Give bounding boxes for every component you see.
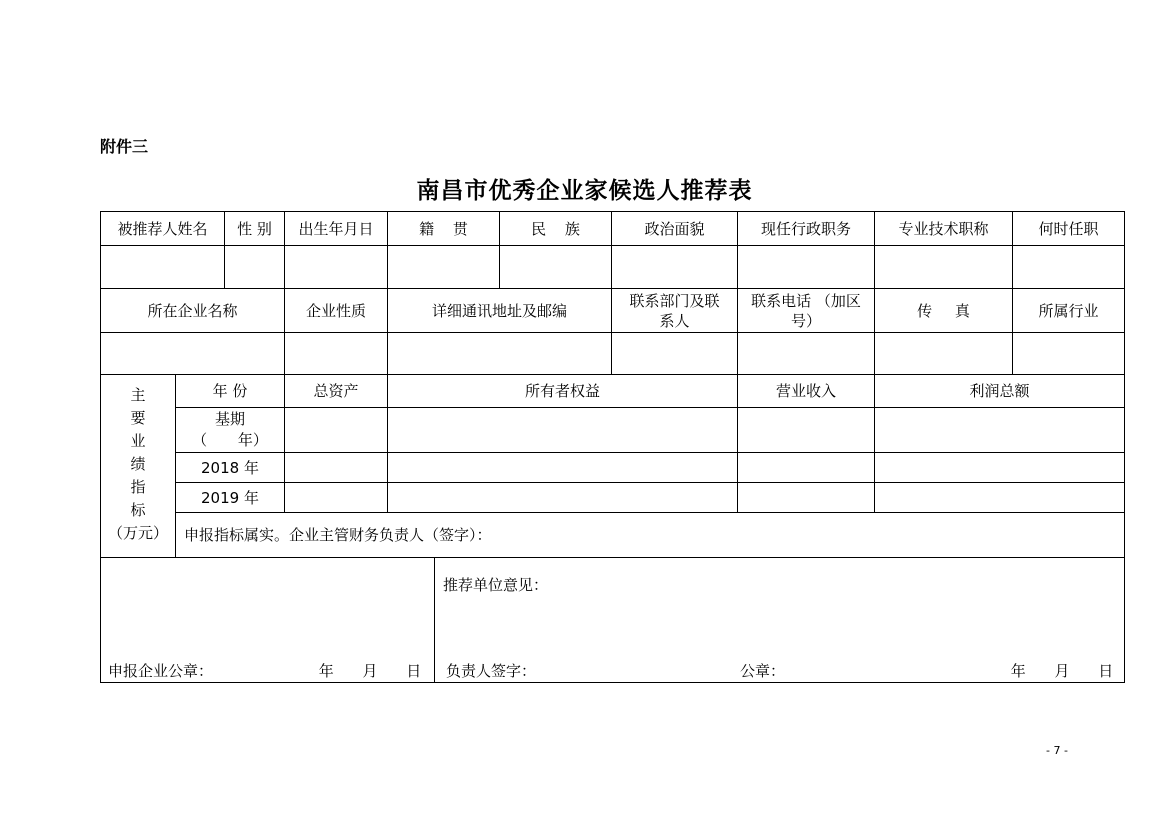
col-profit: 利润总额: [969, 382, 1030, 400]
header-position: 现任行政职务: [760, 219, 851, 238]
header-contact-dept: [612, 289, 737, 332]
col-year: 年 份: [212, 382, 248, 400]
col-equity: 所有者权益: [524, 382, 600, 400]
recommend-opinion-label: 推荐单位意见：: [443, 576, 549, 594]
header-fax: 传 真: [917, 301, 970, 320]
header-industry: 所属行业: [1038, 301, 1099, 320]
indicators-side-label: [101, 383, 175, 546]
company-seal-label: 申报企业公章：: [108, 662, 214, 680]
header-contact-dept-line2: 系人: [659, 311, 690, 330]
header-phone-line2: 号）: [790, 311, 821, 330]
rule-h: [175, 407, 1125, 408]
header-address: 详细通讯地址及邮编: [431, 301, 567, 320]
rule-v: [1124, 211, 1125, 683]
col-revenue: 营业收入: [775, 382, 836, 400]
header-title: 专业技术职称: [898, 219, 989, 238]
row-2019: 2019 年: [201, 488, 259, 507]
col-assets: 总资产: [313, 382, 359, 400]
side-unit: （万元）: [107, 524, 168, 542]
rule-h: [100, 557, 1125, 558]
right-date: 年 月 日: [1010, 662, 1114, 680]
header-company: 所在企业名称: [147, 301, 238, 320]
side-char: 指: [130, 478, 146, 496]
rule-h: [100, 245, 1125, 246]
seal-label: 公章：: [740, 662, 786, 680]
header-political: 政治面貌: [644, 219, 705, 238]
header-ethnicity: 民 族: [531, 219, 580, 238]
base-year-line2: （ 年）: [192, 431, 268, 449]
form-title: 南昌市优秀企业家候选人推荐表: [416, 178, 753, 204]
side-char: 业: [130, 432, 146, 450]
header-nature: 企业性质: [305, 301, 366, 320]
side-char: 主: [130, 386, 146, 404]
header-phone-line1: 联系电话 （加区: [751, 291, 861, 310]
header-birth: 出生年月日: [298, 219, 374, 238]
side-char: 要: [130, 409, 146, 427]
header-name: 被推荐人姓名: [117, 219, 208, 238]
rule-h: [100, 332, 1125, 333]
page-number: - 7 -: [1046, 744, 1068, 757]
rule-v: [434, 557, 435, 683]
rule-h: [175, 482, 1125, 483]
header-phone: [738, 289, 874, 332]
responsible-sign-label: 负责人签字：: [446, 662, 537, 680]
header-gender: 性 别: [237, 219, 272, 238]
left-date: 年 月 日: [318, 662, 422, 680]
base-year-line1: 基期: [214, 410, 245, 428]
header-since: 何时任职: [1038, 219, 1099, 238]
header-contact-dept-line1: 联系部门及联: [629, 291, 720, 310]
rule-h: [100, 682, 1125, 683]
declaration-text: 申报指标属实。企业主管财务负责人（签字）：: [184, 526, 492, 544]
header-origin: 籍 贯: [419, 219, 468, 238]
side-char: 绩: [130, 455, 146, 473]
row-base-year: [176, 408, 284, 452]
rule-h: [175, 452, 1125, 453]
side-char: 标: [130, 501, 146, 519]
row-2018: 2018 年: [201, 458, 259, 477]
attachment-label: 附件三: [100, 137, 149, 156]
